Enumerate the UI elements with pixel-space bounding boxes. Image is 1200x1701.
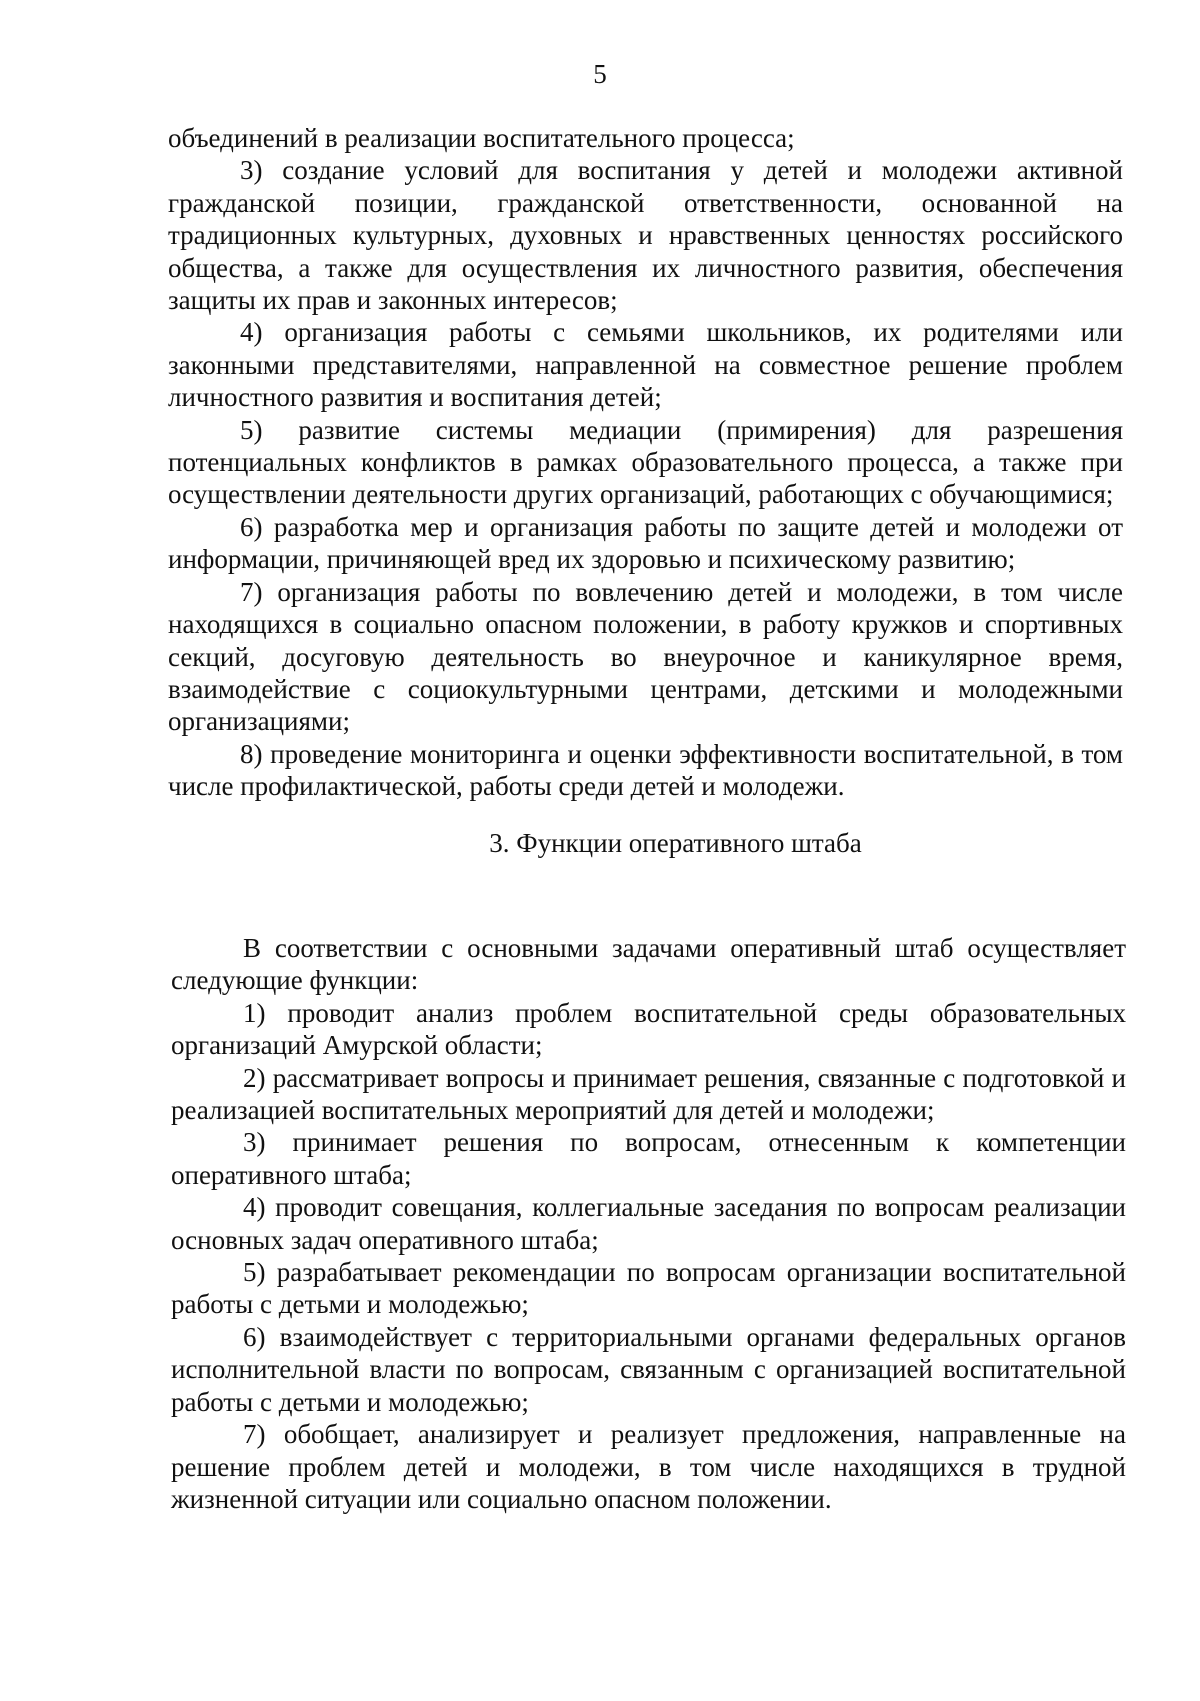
section-intro: В соответствии с основными задачами оперативный штаб осуществляет следующие функции: <box>171 933 1126 996</box>
function-item: 2) рассматривает вопросы и принимает решения, связанные с подготовкой и реализацией воспитательных мероприятий для детей и молодежи; <box>171 1062 1126 1126</box>
list-item: 3) создание условий для воспитания у детей и молодежи активной гражданской позиции, гражданской ответственности, основанной на традиционных культурных, духовных и нравственных ценностях российского общества, а также для осуществления их личностного развития, обеспечения защиты их прав и законных интересов; <box>168 155 1123 316</box>
list-item: 6) разработка мер и организация работы по защите детей и молодежи от информации, причиняющей вред их здоровью и психическому развитию; <box>168 511 1123 575</box>
function-item: 4) проводит совещания, коллегиальные заседания по вопросам реализации основных задач оперативного штаба; <box>171 1192 1126 1255</box>
paragraph: объединений в реализации воспитательного процесса; <box>168 123 795 153</box>
function-item: 3) принимает решения по вопросам, отнесенным к компетенции оперативного штаба; <box>171 1127 1126 1190</box>
section-heading: 3. Функции оперативного штаба <box>489 827 862 858</box>
document-body <box>168 122 1123 891</box>
list-item: 7) организация работы по вовлечению детей и молодежи, в том числе находящихся в социально опасном положении, в работу кружков и спортивных секций, досуговую деятельность во внеурочное и каникулярное время, взаимодействие с социокультурными центрами, детскими и молодежными организациями; <box>168 576 1123 737</box>
function-item: 7) обобщает, анализирует и реализует предложения, направленные на решение проблем детей и молодежи, в том числе находящихся в трудной жизненной ситуации или социально опасном положении. <box>171 1419 1126 1514</box>
list-item: 5) развитие системы медиации (примирения) для разрешения потенциальных конфликтов в рамках образовательного процесса, а также при осуществлении деятельности других организаций, работающих с обучающимися; <box>168 414 1123 510</box>
list-item: 4) организация работы с семьями школьников, их родителями или законными представителями, направленной на совместное решение проблем личностного развития и воспитания детей; <box>168 317 1123 413</box>
function-item: 1) проводит анализ проблем воспитательной среды образовательных организаций Амурской области; <box>171 997 1126 1061</box>
list-item: 8) проведение мониторинга и оценки эффективности воспитательной, в том числе профилактической, работы среди детей и молодежи. <box>168 738 1123 802</box>
function-item: 6) взаимодействует с территориальными органами федеральных органов исполнительной власти по вопросам, связанным с организацией воспитательной работы с детьми и молодежью; <box>171 1321 1126 1417</box>
function-item: 5) разрабатывает рекомендации по вопросам организации воспитательной работы с детьми и молодежью; <box>171 1257 1126 1320</box>
page-number: 5 <box>593 59 607 89</box>
functions-section <box>171 932 1126 1515</box>
